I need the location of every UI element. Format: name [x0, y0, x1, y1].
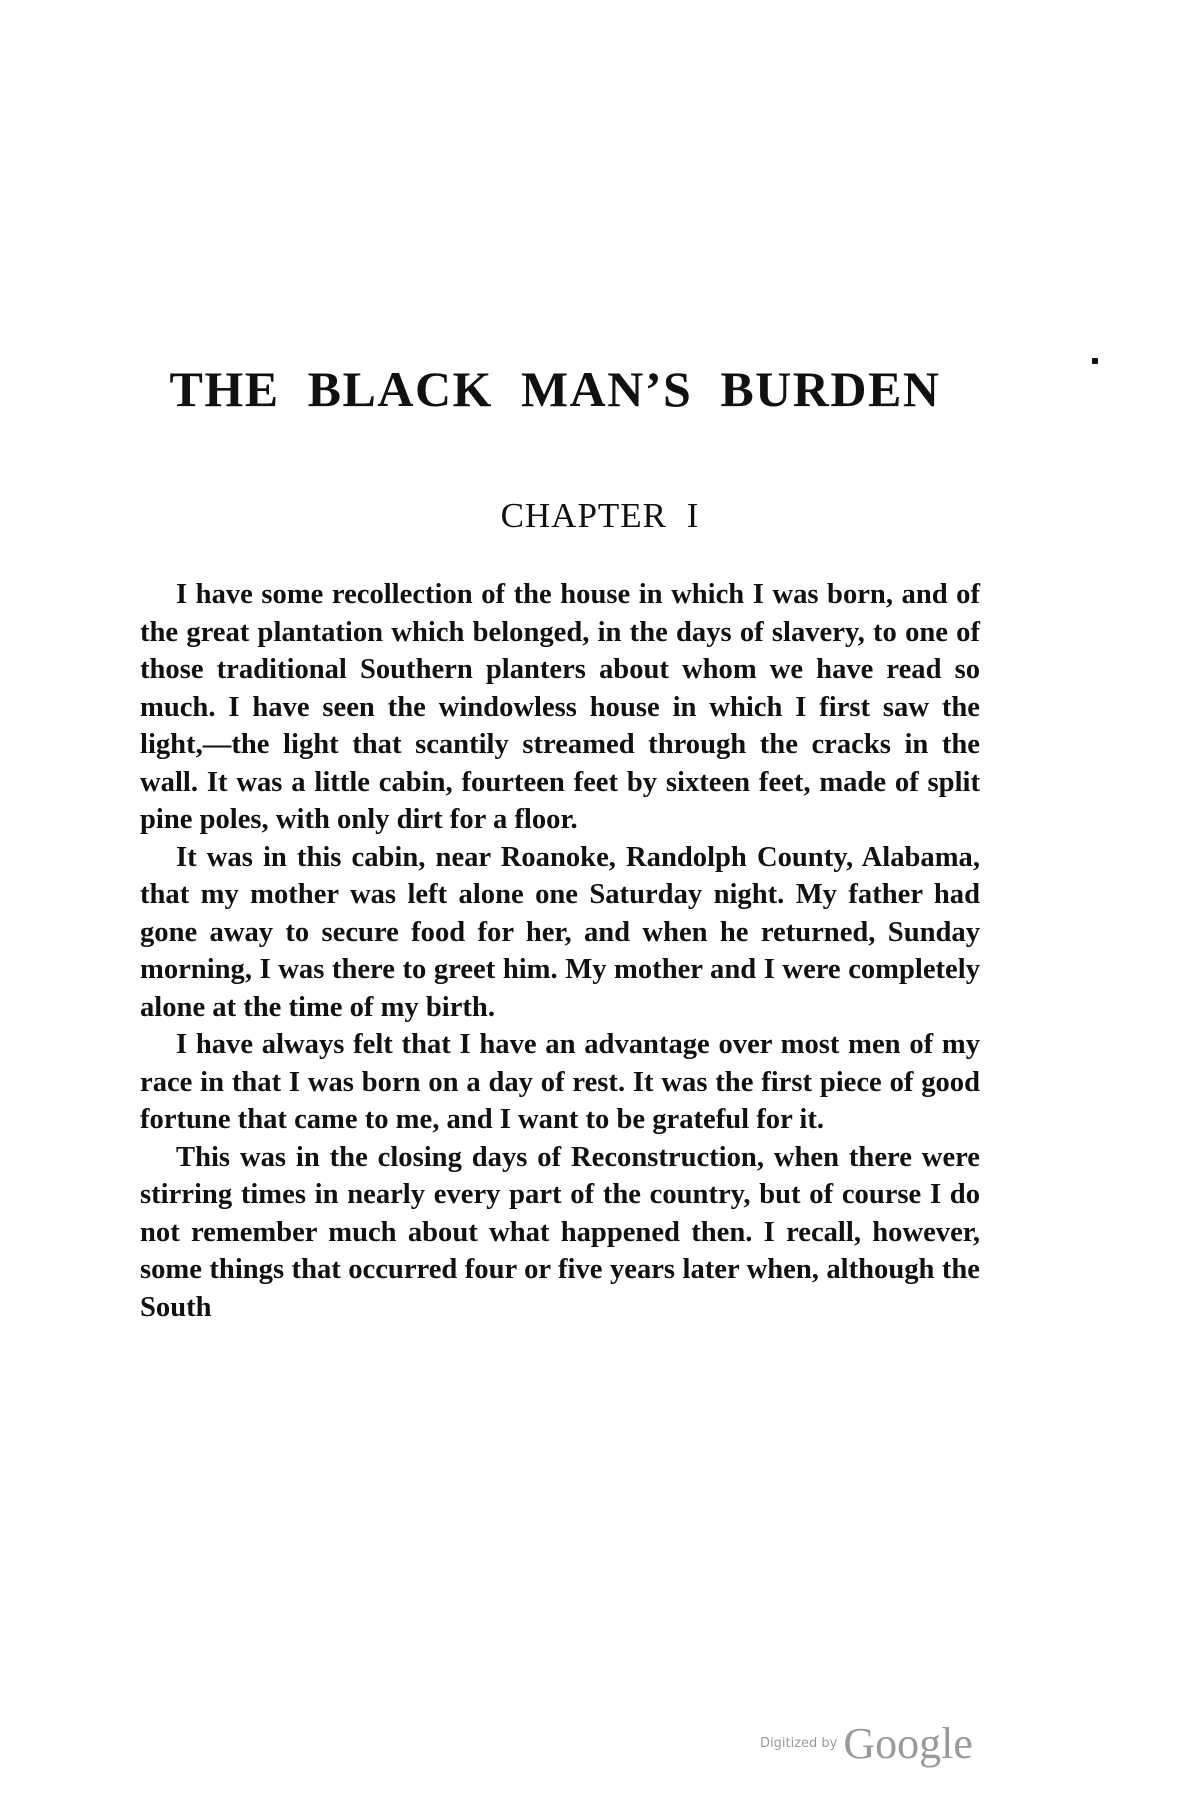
google-logo: Google [843, 1719, 973, 1768]
body-text [140, 576, 980, 1326]
chapter-heading: CHAPTER I [500, 496, 700, 535]
digitized-by-label: Digitized by [760, 1736, 838, 1751]
stray-ink-mark [1092, 358, 1098, 364]
paragraph: This was in the closing days of Reconstruction, when there were stirring times in nearly every part of the country, but of course I do not remember much about what happened then. I recall, however, some things that occurred four or five years later when, although the South [140, 1141, 980, 1323]
paragraph: It was in this cabin, near Roanoke, Randolph County, Alabama, that my mother was left alone one Saturday night. My father had gone away to secure food for her, and when he returned, Sunday morning, I was there to greet him. My mother and I were completely alone at the time of my birth. [140, 841, 980, 1023]
paragraph: I have always felt that I have an advantage over most men of my race in that I was born on a day of rest. It was the first piece of good fortune that came to me, and I want to be grateful for it. [140, 1029, 980, 1135]
digitized-by-watermark [760, 1718, 973, 1769]
paragraph: I have some recollection of the house in which I was born, and of the great plantation which belonged, in the days of slavery, to one of those traditional Southern planters about whom we have read so much. I have seen the windowless house in which I first saw the light,—the light that scantily streamed through the cracks in the wall. It was a little cabin, fourteen feet by sixteen feet, made of split pine poles, with only dirt for a floor. [140, 579, 980, 835]
book-title: THE BLACK MAN’S BURDEN [169, 361, 941, 417]
